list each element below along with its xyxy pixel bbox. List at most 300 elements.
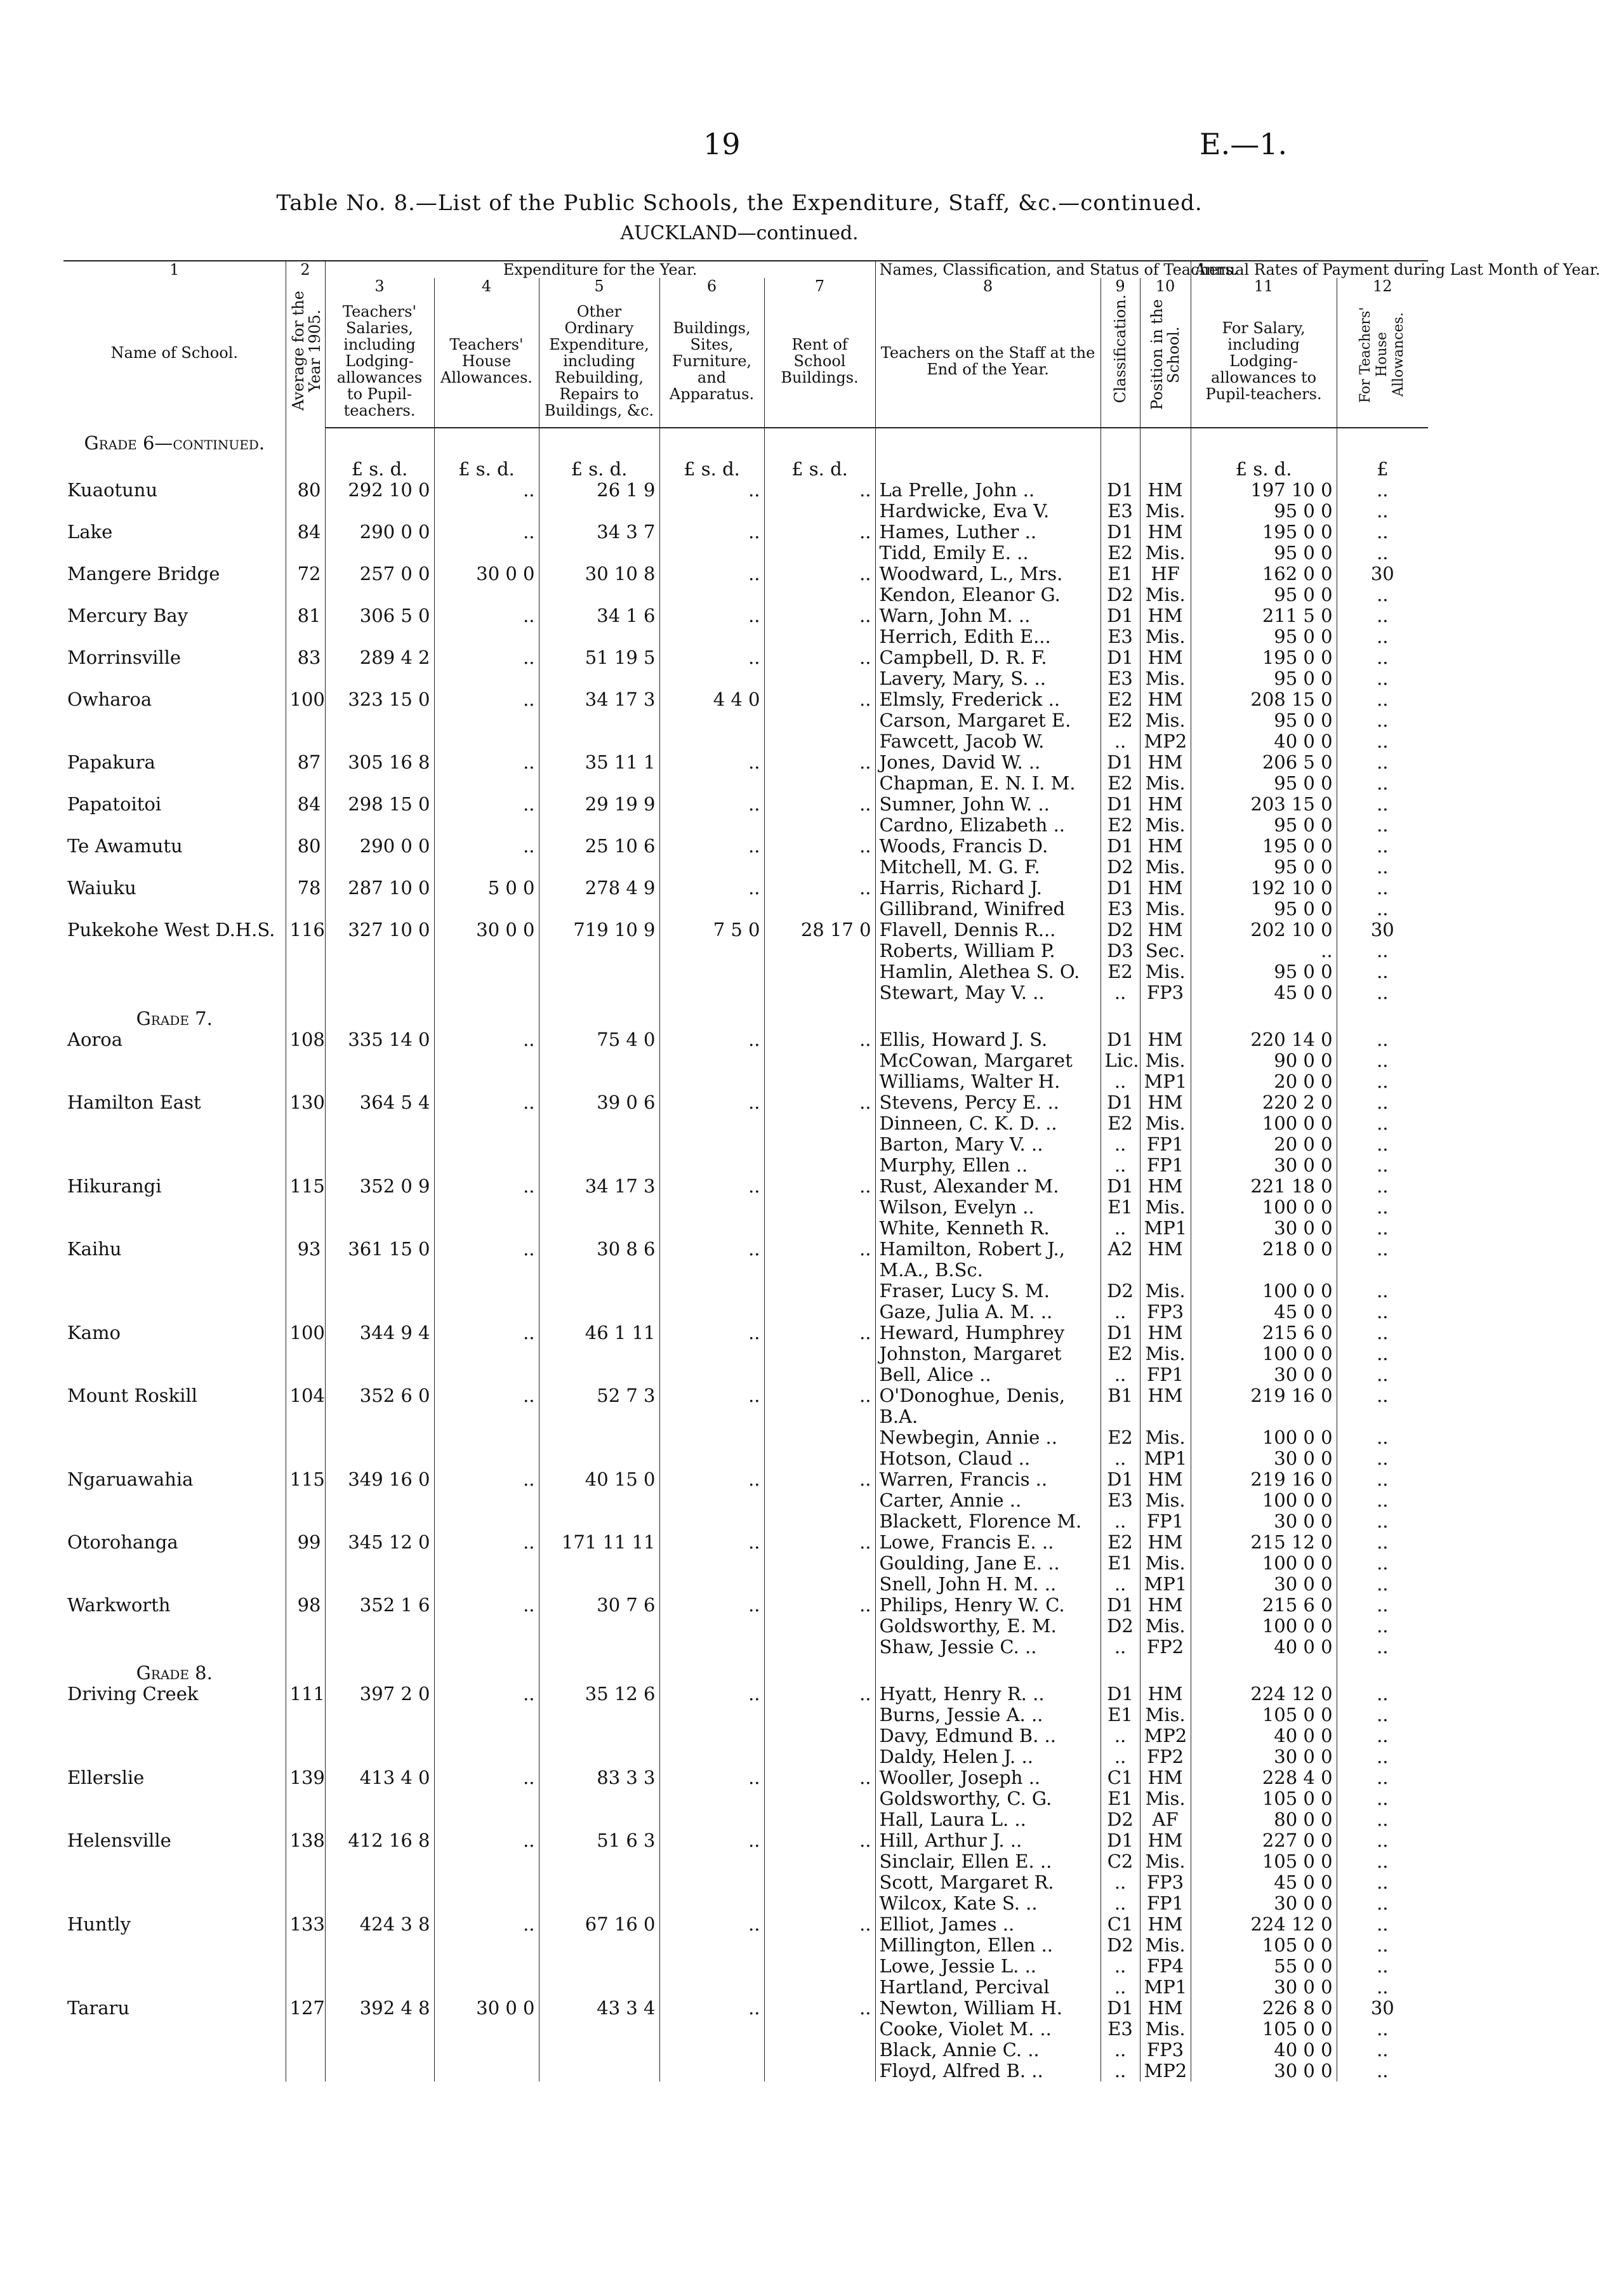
school-name <box>63 1260 286 1281</box>
school-name <box>63 2040 286 2061</box>
salaries <box>325 1050 434 1071</box>
rent <box>764 1977 875 1998</box>
rent: .. <box>764 1385 875 1406</box>
table-row <box>63 1197 1428 1218</box>
average <box>286 1616 325 1637</box>
rate-house: .. <box>1337 1385 1428 1406</box>
table-row <box>63 1684 1428 1705</box>
teacher-name: O'Donoghue, Denis, <box>875 1385 1101 1406</box>
rate-house: .. <box>1337 1767 1428 1788</box>
rate-house: .. <box>1337 2040 1428 2061</box>
other-expenditure <box>539 1725 659 1746</box>
rate-salary: 95 0 0 <box>1191 626 1337 647</box>
other-expenditure <box>539 2061 659 2082</box>
teacher-name: M.A., B.Sc. <box>875 1260 1101 1281</box>
table-row <box>63 878 1428 899</box>
position: MP2 <box>1140 2061 1191 2082</box>
rate-house: .. <box>1337 1595 1428 1616</box>
school-name <box>63 1574 286 1595</box>
salaries <box>325 731 434 752</box>
table-row <box>63 1050 1428 1071</box>
house-allowance <box>434 1809 539 1830</box>
buildings: .. <box>659 1029 764 1050</box>
salaries <box>325 815 434 836</box>
rate-house: .. <box>1337 1637 1428 1658</box>
rate-house: .. <box>1337 1364 1428 1385</box>
teacher-name: Newbegin, Annie .. <box>875 1427 1101 1448</box>
schools-table <box>63 260 1600 2082</box>
classification: E1 <box>1101 1197 1140 1218</box>
position: HM <box>1140 1830 1191 1851</box>
unit-label: £ s. d. <box>539 454 659 480</box>
teacher-name: Hotson, Claud .. <box>875 1448 1101 1469</box>
house-allowance <box>434 2040 539 2061</box>
house-allowance: .. <box>434 1176 539 1197</box>
school-name <box>63 501 286 522</box>
other-expenditure <box>539 1448 659 1469</box>
classification: D2 <box>1101 1281 1140 1302</box>
rent: .. <box>764 647 875 668</box>
average <box>286 2019 325 2040</box>
rent <box>764 1406 875 1427</box>
classification: E1 <box>1101 564 1140 584</box>
rate-salary: 162 0 0 <box>1191 564 1337 584</box>
rate-salary: 100 0 0 <box>1191 1490 1337 1511</box>
school-name <box>63 1746 286 1767</box>
buildings <box>659 1725 764 1746</box>
table-row <box>63 584 1428 605</box>
header-school-name: Name of School. <box>110 344 238 362</box>
rate-salary: 219 16 0 <box>1191 1469 1337 1490</box>
rent: .. <box>764 1998 875 2019</box>
teacher-name: Herrich, Edith E... <box>875 626 1101 647</box>
header-average-cell <box>286 278 325 428</box>
position: Mis. <box>1140 1705 1191 1725</box>
rent: .. <box>764 1239 875 1260</box>
rate-house: .. <box>1337 1532 1428 1553</box>
house-allowance: .. <box>434 1767 539 1788</box>
rate-house: .. <box>1337 1977 1428 1998</box>
rate-salary: 45 0 0 <box>1191 982 1337 1003</box>
school-name: Te Awamutu <box>67 835 183 857</box>
classification: D2 <box>1101 1616 1140 1637</box>
table-row <box>63 1830 1428 1851</box>
position: MP2 <box>1140 1725 1191 1746</box>
buildings <box>659 1427 764 1448</box>
school-name <box>63 626 286 647</box>
position: Mis. <box>1140 961 1191 982</box>
salaries: 352 0 9 <box>325 1176 434 1197</box>
teacher-name: Shaw, Jessie C. .. <box>875 1637 1101 1658</box>
house-allowance: .. <box>434 752 539 773</box>
salaries <box>325 2019 434 2040</box>
teacher-name: Black, Annie C. .. <box>875 2040 1101 2061</box>
buildings <box>659 815 764 836</box>
school-name: Helensville <box>67 1830 171 1851</box>
empty-cell <box>434 1658 539 1684</box>
classification: E1 <box>1101 1553 1140 1574</box>
empty-cell <box>659 428 764 454</box>
other-expenditure <box>539 1197 659 1218</box>
rent: .. <box>764 1914 875 1935</box>
teacher-name: Chapman, E. N. I. M. <box>875 773 1101 794</box>
table-row <box>63 710 1428 731</box>
buildings <box>659 1113 764 1134</box>
salaries <box>325 584 434 605</box>
teacher-name: Mitchell, M. G. F. <box>875 857 1101 878</box>
rate-house: .. <box>1337 982 1428 1003</box>
rate-house: .. <box>1337 836 1428 857</box>
salaries <box>325 1977 434 1998</box>
average <box>286 1725 325 1746</box>
buildings <box>659 1935 764 1956</box>
rate-house: .. <box>1337 689 1428 710</box>
house-allowance: .. <box>434 836 539 857</box>
rate-salary: 100 0 0 <box>1191 1553 1337 1574</box>
salaries <box>325 1511 434 1532</box>
average <box>286 1977 325 1998</box>
salaries <box>325 1490 434 1511</box>
average <box>286 1427 325 1448</box>
house-allowance <box>434 1851 539 1872</box>
rate-salary: 95 0 0 <box>1191 899 1337 920</box>
other-expenditure <box>539 1809 659 1830</box>
salaries: 352 6 0 <box>325 1385 434 1406</box>
classification: D2 <box>1101 1935 1140 1956</box>
salaries: 305 16 8 <box>325 752 434 773</box>
average: 139 <box>286 1767 325 1788</box>
position: HF <box>1140 564 1191 584</box>
classification: .. <box>1101 731 1140 752</box>
school-name: Pukekohe West D.H.S. <box>67 919 275 940</box>
buildings <box>659 668 764 689</box>
school-name: Ellerslie <box>67 1767 145 1788</box>
rate-house: .. <box>1337 1218 1428 1239</box>
table-row <box>63 1260 1428 1281</box>
salaries <box>325 1113 434 1134</box>
salaries <box>325 710 434 731</box>
school-name: Otorohanga <box>67 1531 178 1553</box>
teacher-name: Blackett, Florence M. <box>875 1511 1101 1532</box>
buildings <box>659 1511 764 1532</box>
school-name <box>63 773 286 794</box>
rate-salary: 30 0 0 <box>1191 1977 1337 1998</box>
rate-house: .. <box>1337 1684 1428 1705</box>
average <box>286 2040 325 2061</box>
house-allowance: .. <box>434 689 539 710</box>
rent <box>764 899 875 920</box>
salaries <box>325 899 434 920</box>
house-allowance <box>434 1574 539 1595</box>
table-row <box>63 1977 1428 1998</box>
salaries <box>325 1260 434 1281</box>
rent <box>764 1511 875 1532</box>
average: 115 <box>286 1176 325 1197</box>
rent <box>764 1490 875 1511</box>
other-expenditure <box>539 961 659 982</box>
teacher-name: Floyd, Alfred B. .. <box>875 2061 1101 2082</box>
rate-house: .. <box>1337 1176 1428 1197</box>
rent <box>764 815 875 836</box>
position: HM <box>1140 522 1191 543</box>
teacher-name: Elmsly, Frederick .. <box>875 689 1101 710</box>
position: MP1 <box>1140 1574 1191 1595</box>
classification: D1 <box>1101 605 1140 626</box>
rate-house: .. <box>1337 1893 1428 1914</box>
position: FP3 <box>1140 982 1191 1003</box>
rate-salary: 105 0 0 <box>1191 1851 1337 1872</box>
rate-house: .. <box>1337 1788 1428 1809</box>
rent <box>764 626 875 647</box>
rate-salary: 30 0 0 <box>1191 1746 1337 1767</box>
rent <box>764 1553 875 1574</box>
school-name: Hamilton East <box>67 1092 201 1113</box>
position: FP1 <box>1140 1364 1191 1385</box>
buildings <box>659 1637 764 1658</box>
rate-salary: 195 0 0 <box>1191 836 1337 857</box>
school-name: Morrinsville <box>67 647 182 668</box>
salaries: 290 0 0 <box>325 836 434 857</box>
rent <box>764 1071 875 1092</box>
header-col9-number: 9 <box>1101 278 1140 294</box>
rent <box>764 1281 875 1302</box>
house-allowance <box>434 1050 539 1071</box>
teacher-name: Dinneen, C. K. D. .. <box>875 1113 1101 1134</box>
rate-salary: 105 0 0 <box>1191 2019 1337 2040</box>
rate-salary: 224 12 0 <box>1191 1914 1337 1935</box>
rent <box>764 1218 875 1239</box>
salaries <box>325 1574 434 1595</box>
header-col4-number: 4 <box>434 278 539 294</box>
table-row <box>63 1809 1428 1830</box>
house-allowance <box>434 857 539 878</box>
table-row <box>63 1637 1428 1658</box>
rate-salary: 105 0 0 <box>1191 1705 1337 1725</box>
buildings <box>659 2061 764 2082</box>
other-expenditure <box>539 1705 659 1725</box>
teacher-name: Williams, Walter H. <box>875 1071 1101 1092</box>
table-row <box>63 647 1428 668</box>
rent <box>764 1343 875 1364</box>
house-allowance <box>434 1490 539 1511</box>
classification: D2 <box>1101 920 1140 940</box>
other-expenditure <box>539 1553 659 1574</box>
rate-salary: 226 8 0 <box>1191 1998 1337 2019</box>
buildings: .. <box>659 1767 764 1788</box>
table-row <box>63 857 1428 878</box>
salaries <box>325 1218 434 1239</box>
position: Sec. <box>1140 940 1191 961</box>
average <box>286 1218 325 1239</box>
classification: E2 <box>1101 961 1140 982</box>
rent: .. <box>764 878 875 899</box>
rate-house: .. <box>1337 1809 1428 1830</box>
header-buildings: Buildings, Sites, Furniture, and Apparatus. <box>659 294 764 428</box>
buildings <box>659 1851 764 1872</box>
teacher-name: Elliot, James .. <box>875 1914 1101 1935</box>
rent <box>764 1809 875 1830</box>
position: HM <box>1140 1176 1191 1197</box>
school-name: Mercury Bay <box>67 605 188 626</box>
school-name <box>63 982 286 1003</box>
rate-salary: 20 0 0 <box>1191 1134 1337 1155</box>
header-position: Position in the School. <box>1148 299 1183 411</box>
classification: E2 <box>1101 815 1140 836</box>
position: FP1 <box>1140 1893 1191 1914</box>
rate-house: .. <box>1337 1281 1428 1302</box>
other-expenditure <box>539 1574 659 1595</box>
unit-label: £ s. d. <box>764 454 875 480</box>
table-row <box>63 1385 1428 1406</box>
buildings <box>659 1302 764 1323</box>
classification: .. <box>1101 1893 1140 1914</box>
school-name <box>63 2019 286 2040</box>
header-rate-house: For Teachers' House Allowances. <box>1358 307 1407 403</box>
table-row <box>63 668 1428 689</box>
school-name: Aoroa <box>67 1029 123 1050</box>
rate-house: .. <box>1337 647 1428 668</box>
table-row <box>63 1302 1428 1323</box>
school-name <box>63 1705 286 1725</box>
table-subtitle: AUCKLAND—continued. <box>620 222 859 244</box>
rate-house: .. <box>1337 522 1428 543</box>
rent <box>764 1956 875 1977</box>
header-col1-number: 1 <box>63 261 286 278</box>
buildings <box>659 1893 764 1914</box>
rent: .. <box>764 1176 875 1197</box>
rent: .. <box>764 1092 875 1113</box>
average <box>286 584 325 605</box>
teacher-name: Newton, William H. <box>875 1998 1101 2019</box>
rate-salary: 30 0 0 <box>1191 1155 1337 1176</box>
position: FP2 <box>1140 1637 1191 1658</box>
average <box>286 1511 325 1532</box>
average <box>286 501 325 522</box>
classification: C2 <box>1101 1851 1140 1872</box>
other-expenditure: 39 0 6 <box>539 1092 659 1113</box>
house-allowance <box>434 1872 539 1893</box>
house-allowance: .. <box>434 1385 539 1406</box>
rent: .. <box>764 1595 875 1616</box>
house-allowance <box>434 2019 539 2040</box>
rent: .. <box>764 480 875 501</box>
position: MP1 <box>1140 1071 1191 1092</box>
house-allowance: 5 0 0 <box>434 878 539 899</box>
unit-label: £ s. d. <box>434 454 539 480</box>
table-row <box>63 1574 1428 1595</box>
rate-salary: 100 0 0 <box>1191 1197 1337 1218</box>
house-allowance: .. <box>434 1239 539 1260</box>
buildings: .. <box>659 1998 764 2019</box>
average <box>286 982 325 1003</box>
house-allowance: .. <box>434 794 539 815</box>
position: Mis. <box>1140 543 1191 564</box>
house-allowance <box>434 626 539 647</box>
salaries <box>325 1302 434 1323</box>
average: 84 <box>286 522 325 543</box>
rent: .. <box>764 1323 875 1343</box>
table-row <box>63 1071 1428 1092</box>
house-allowance <box>434 1893 539 1914</box>
teacher-name: Gillibrand, Winifred <box>875 899 1101 920</box>
empty-cell <box>63 454 286 480</box>
empty-cell <box>764 1003 875 1029</box>
empty-cell <box>286 1658 325 1684</box>
school-name <box>63 857 286 878</box>
rent: .. <box>764 1029 875 1050</box>
position: Mis. <box>1140 815 1191 836</box>
house-allowance <box>434 1134 539 1155</box>
table-row <box>63 899 1428 920</box>
position: Mis. <box>1140 710 1191 731</box>
salaries <box>325 1406 434 1427</box>
house-allowance <box>434 1956 539 1977</box>
rate-salary: 95 0 0 <box>1191 543 1337 564</box>
salaries <box>325 543 434 564</box>
average: 81 <box>286 605 325 626</box>
school-name: Owharoa <box>67 689 152 710</box>
rate-house: .. <box>1337 1427 1428 1448</box>
school-name <box>63 668 286 689</box>
classification: D1 <box>1101 1176 1140 1197</box>
rate-house: .. <box>1337 1851 1428 1872</box>
empty-cell <box>539 428 659 454</box>
school-name <box>63 1281 286 1302</box>
other-expenditure: 30 8 6 <box>539 1239 659 1260</box>
rate-salary: 215 12 0 <box>1191 1532 1337 1553</box>
other-expenditure <box>539 1851 659 1872</box>
buildings <box>659 1406 764 1427</box>
position: Mis. <box>1140 1788 1191 1809</box>
table-row <box>63 731 1428 752</box>
buildings <box>659 1809 764 1830</box>
other-expenditure <box>539 501 659 522</box>
position: Mis. <box>1140 899 1191 920</box>
page-number: 19 <box>703 127 741 161</box>
table-row <box>63 961 1428 982</box>
empty-cell <box>325 1003 434 1029</box>
other-expenditure: 34 1 6 <box>539 605 659 626</box>
average: 80 <box>286 480 325 501</box>
school-name <box>63 543 286 564</box>
classification: D1 <box>1101 1595 1140 1616</box>
position: FP2 <box>1140 1746 1191 1767</box>
house-allowance <box>434 1343 539 1364</box>
rate-salary: 40 0 0 <box>1191 1637 1337 1658</box>
table-row <box>63 920 1428 940</box>
other-expenditure: 51 6 3 <box>539 1830 659 1851</box>
rent: .. <box>764 836 875 857</box>
school-name: Ngaruawahia <box>67 1468 194 1490</box>
other-expenditure <box>539 940 659 961</box>
house-allowance <box>434 543 539 564</box>
position: FP1 <box>1140 1511 1191 1532</box>
table-row <box>63 815 1428 836</box>
salaries <box>325 1281 434 1302</box>
teacher-name: Hamilton, Robert J., <box>875 1239 1101 1260</box>
classification: E1 <box>1101 1788 1140 1809</box>
table-row <box>63 1851 1428 1872</box>
buildings <box>659 1155 764 1176</box>
house-allowance <box>434 1705 539 1725</box>
other-expenditure <box>539 1746 659 1767</box>
position: Mis. <box>1140 1197 1191 1218</box>
average <box>286 857 325 878</box>
classification: .. <box>1101 1574 1140 1595</box>
teacher-name: Campbell, D. R. F. <box>875 647 1101 668</box>
salaries: 298 15 0 <box>325 794 434 815</box>
rent <box>764 1113 875 1134</box>
